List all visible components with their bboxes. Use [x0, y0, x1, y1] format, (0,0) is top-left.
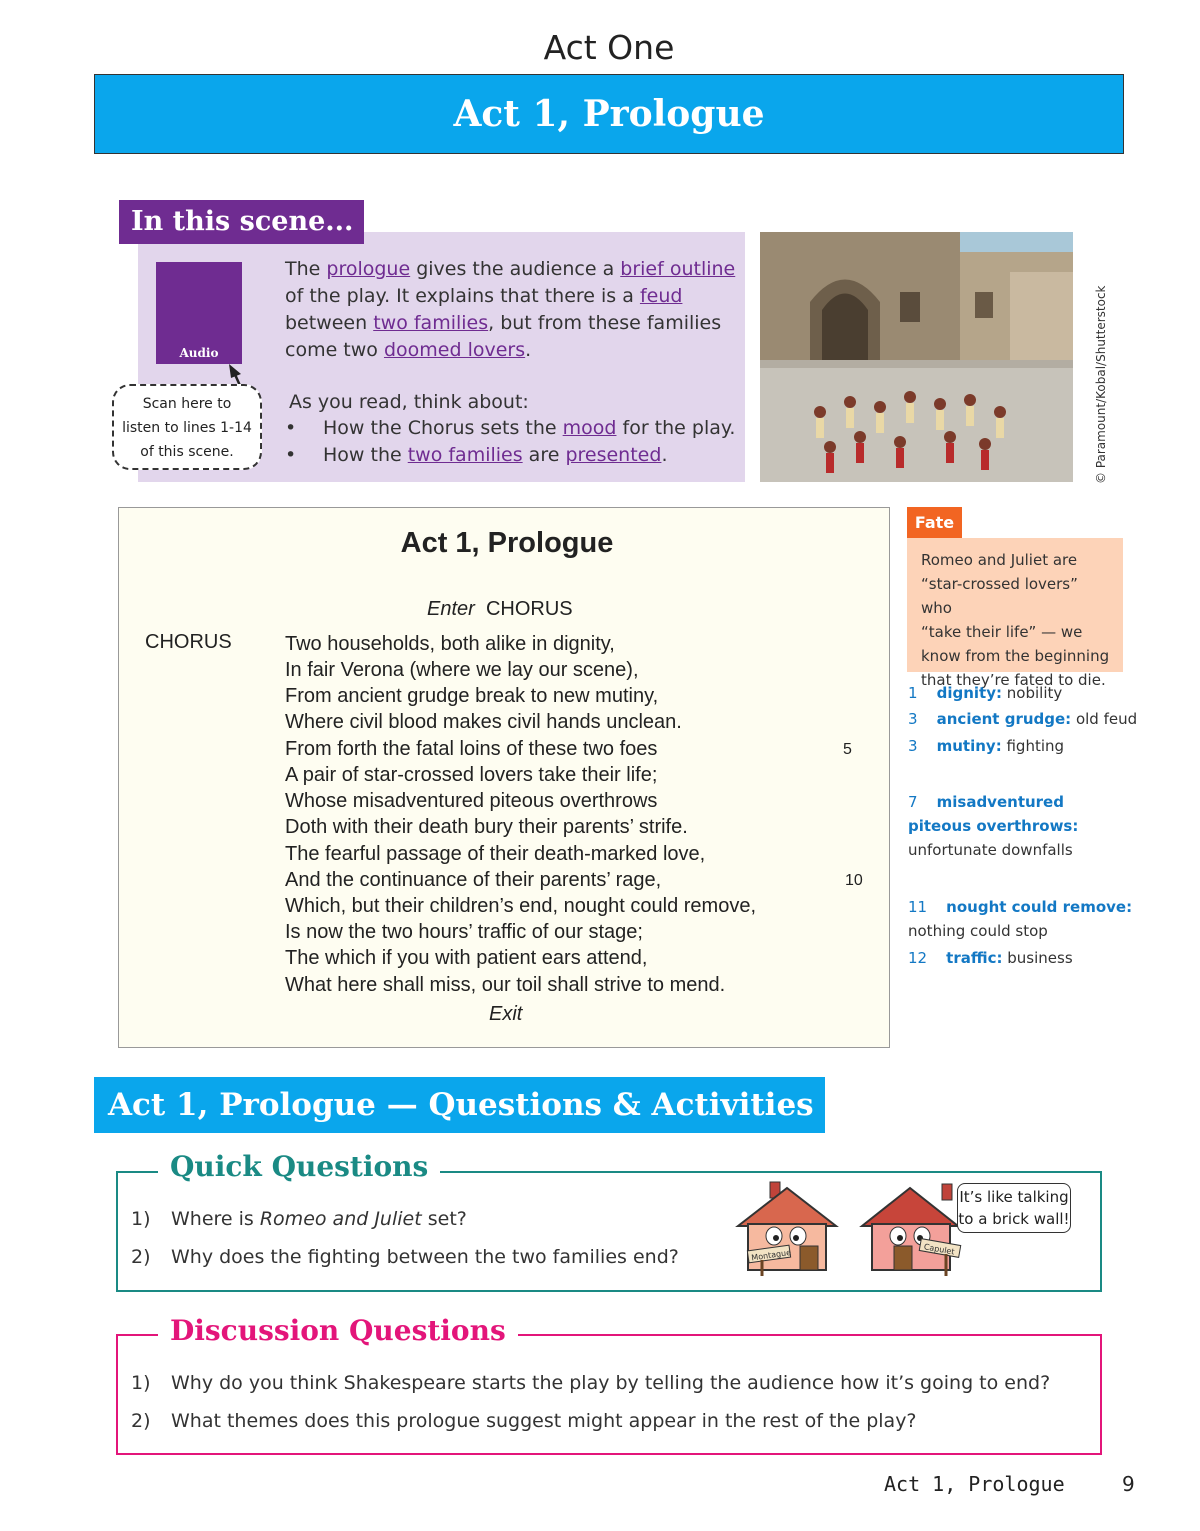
- glossary-definition: old feud: [1075, 710, 1138, 728]
- fate-tab: Fate: [907, 507, 962, 538]
- glossary-term: mutiny:: [936, 737, 1002, 755]
- quick-question: [131, 1246, 679, 1268]
- script-title: Act 1, Prologue: [400, 527, 614, 559]
- intro-text: , but from these families come two: [285, 312, 722, 361]
- bullet-text: for the play.: [616, 417, 736, 439]
- stage-direction-enter: [427, 598, 573, 621]
- verse-line: In fair Verona (where we lay our scene),: [285, 659, 639, 681]
- fate-line: “take their life” — we: [921, 623, 1083, 641]
- keyword-link[interactable]: prologue: [326, 258, 411, 280]
- glossary-definition: nobility: [1006, 684, 1063, 702]
- glossary-term: dignity:: [936, 684, 1003, 702]
- footer-section-label: Act 1, Prologue: [884, 1472, 1065, 1496]
- montague-sign: Montague: [750, 1247, 792, 1263]
- bullet-text: .: [661, 444, 668, 466]
- bullet-dot: •: [285, 444, 297, 466]
- scene-intro: [285, 256, 745, 364]
- question-text: What themes does this prologue suggest might appear in the rest of the play?: [171, 1410, 917, 1432]
- stage-direction-word: Enter: [427, 598, 475, 620]
- keyword-link[interactable]: two families: [373, 312, 489, 334]
- discussion-questions-box: [116, 1334, 1102, 1455]
- fate-line: “star-crossed lovers” who: [921, 575, 1078, 617]
- glossary-entry: [908, 734, 1064, 758]
- bullet-text: How the: [323, 444, 408, 466]
- discussion-question: [131, 1372, 1050, 1394]
- speech-bubble: [957, 1183, 1071, 1233]
- scan-note-line: Scan here to: [142, 396, 232, 412]
- glossary-term: nought could remove:: [946, 898, 1133, 916]
- think-bullet: [285, 442, 667, 469]
- speech-line: to a brick wall!: [958, 1210, 1070, 1228]
- verse-line: The fearful passage of their death-marked love,: [285, 843, 706, 865]
- glossary-term: misadventured: [936, 793, 1064, 811]
- capulet-house-icon: [862, 1184, 961, 1276]
- glossary-line-number: 3: [908, 737, 918, 755]
- question-text: Why do you think Shakespeare starts the play by telling the audience how it’s going to end?: [171, 1372, 1051, 1394]
- glossary-term: piteous overthrows:: [908, 817, 1079, 835]
- intro-text: gives the audience a: [410, 258, 621, 280]
- speaker-label: CHORUS: [145, 631, 232, 653]
- page-number: 9: [1122, 1472, 1135, 1496]
- glossary-term: traffic:: [946, 949, 1003, 967]
- verse-line: What here shall miss, our toil shall strive to mend.: [285, 974, 726, 996]
- verse-line: Is now the two hours’ traffic of our stage;: [285, 921, 643, 943]
- question-number: 1): [131, 1208, 151, 1230]
- glossary-definition: business: [1007, 949, 1073, 967]
- verse-line: And the continuance of their parents’ rage,: [285, 869, 662, 891]
- bullet-text: are: [522, 444, 566, 466]
- question-text: set?: [421, 1208, 467, 1230]
- speech-line: It’s like talking: [959, 1188, 1069, 1206]
- fate-line: that they’re fated to die.: [921, 671, 1106, 689]
- fate-line: know from the beginning: [921, 647, 1110, 665]
- bullet-dot: •: [285, 417, 297, 439]
- keyword-link[interactable]: two families: [407, 444, 523, 466]
- discussion-question: [131, 1410, 917, 1432]
- montague-house-icon: [738, 1182, 836, 1276]
- glossary-definition: fighting: [1006, 737, 1065, 755]
- glossary-entry: [908, 946, 1073, 970]
- glossary-entry: [908, 895, 1132, 919]
- line-number: 5: [843, 741, 852, 758]
- quick-questions-title: Quick Questions: [158, 1150, 440, 1183]
- houses-illustration: [732, 1178, 962, 1280]
- photo-credit: © Paramount/Kobal/Shutterstock: [1094, 285, 1108, 484]
- intro-text: .: [525, 339, 532, 361]
- glossary-definition: nothing could stop: [908, 922, 1048, 940]
- keyword-link[interactable]: presented: [565, 444, 662, 466]
- verse-line: Where civil blood makes civil hands unclean.: [285, 711, 682, 733]
- quick-question: [131, 1208, 467, 1230]
- verse-line: The which if you with patient ears attend,: [285, 947, 648, 969]
- question-number: 2): [131, 1246, 151, 1268]
- capulet-sign: Capulet: [923, 1242, 956, 1257]
- glossary-line-number: 12: [908, 949, 928, 967]
- question-text: Where is: [171, 1208, 260, 1230]
- verse-line: From forth the fatal loins of these two foes: [285, 738, 658, 760]
- glossary-entry: [908, 681, 1062, 705]
- verse-line: Whose misadventured piteous overthrows: [285, 790, 658, 812]
- stage-direction-who: CHORUS: [485, 598, 573, 620]
- question-number: 1): [131, 1372, 151, 1394]
- verse-line: A pair of star-crossed lovers take their life;: [285, 764, 658, 786]
- keyword-link[interactable]: mood: [562, 417, 617, 439]
- act-banner: [94, 74, 1124, 154]
- glossary-entry-continued: [908, 814, 1078, 838]
- intro-text: The: [285, 258, 327, 280]
- verse-line: Which, but their children’s end, nought could remove,: [285, 895, 757, 917]
- verse-line: From ancient grudge break to new mutiny,: [285, 685, 659, 707]
- keyword-link[interactable]: feud: [639, 285, 683, 307]
- film-still-photo: [760, 232, 1073, 482]
- scan-note: [112, 384, 262, 470]
- intro-text: between: [285, 312, 374, 334]
- glossary-line-number: 3: [908, 710, 918, 728]
- glossary-entry: [908, 707, 1137, 731]
- glossary-line-number: 7: [908, 793, 918, 811]
- stage-direction-exit: Exit: [489, 1003, 523, 1025]
- activities-banner: Act 1, Prologue — Questions & Activities: [94, 1077, 825, 1133]
- glossary-entry: [908, 790, 1064, 814]
- question-title-italic: Romeo and Juliet: [259, 1208, 422, 1230]
- keyword-link[interactable]: brief outline: [620, 258, 736, 280]
- glossary-term: ancient grudge:: [936, 710, 1072, 728]
- question-number: 2): [131, 1410, 151, 1432]
- glossary-definition: unfortunate downfalls: [908, 841, 1073, 859]
- verse-line: Two households, both alike in dignity,: [285, 633, 615, 655]
- think-about-intro: As you read, think about:: [289, 391, 529, 413]
- scan-note-line: of this scene.: [140, 444, 234, 460]
- act-banner-title: Act 1, Prologue: [453, 93, 765, 135]
- question-text: Why does the fighting between the two families end?: [171, 1246, 679, 1268]
- fate-line: Romeo and Juliet are: [921, 551, 1078, 569]
- think-bullet: [285, 415, 735, 442]
- intro-text: of the play. It explains that there is a: [285, 285, 640, 307]
- discussion-questions-title: Discussion Questions: [158, 1314, 518, 1347]
- audio-label: Audio: [179, 346, 219, 360]
- bullet-text: How the Chorus sets the: [323, 417, 563, 439]
- scan-note-line: listen to lines 1-14: [122, 420, 252, 436]
- section-title: Act One: [543, 28, 675, 67]
- fate-note: [907, 538, 1123, 689]
- verse-line: Doth with their death bury their parents’ strife.: [285, 816, 688, 838]
- line-number: 10: [845, 872, 863, 889]
- glossary-line-number: 1: [908, 684, 918, 702]
- keyword-link[interactable]: doomed lovers: [383, 339, 526, 361]
- glossary-line-number: 11: [908, 898, 928, 916]
- in-this-scene-tab: In this scene...: [119, 200, 364, 244]
